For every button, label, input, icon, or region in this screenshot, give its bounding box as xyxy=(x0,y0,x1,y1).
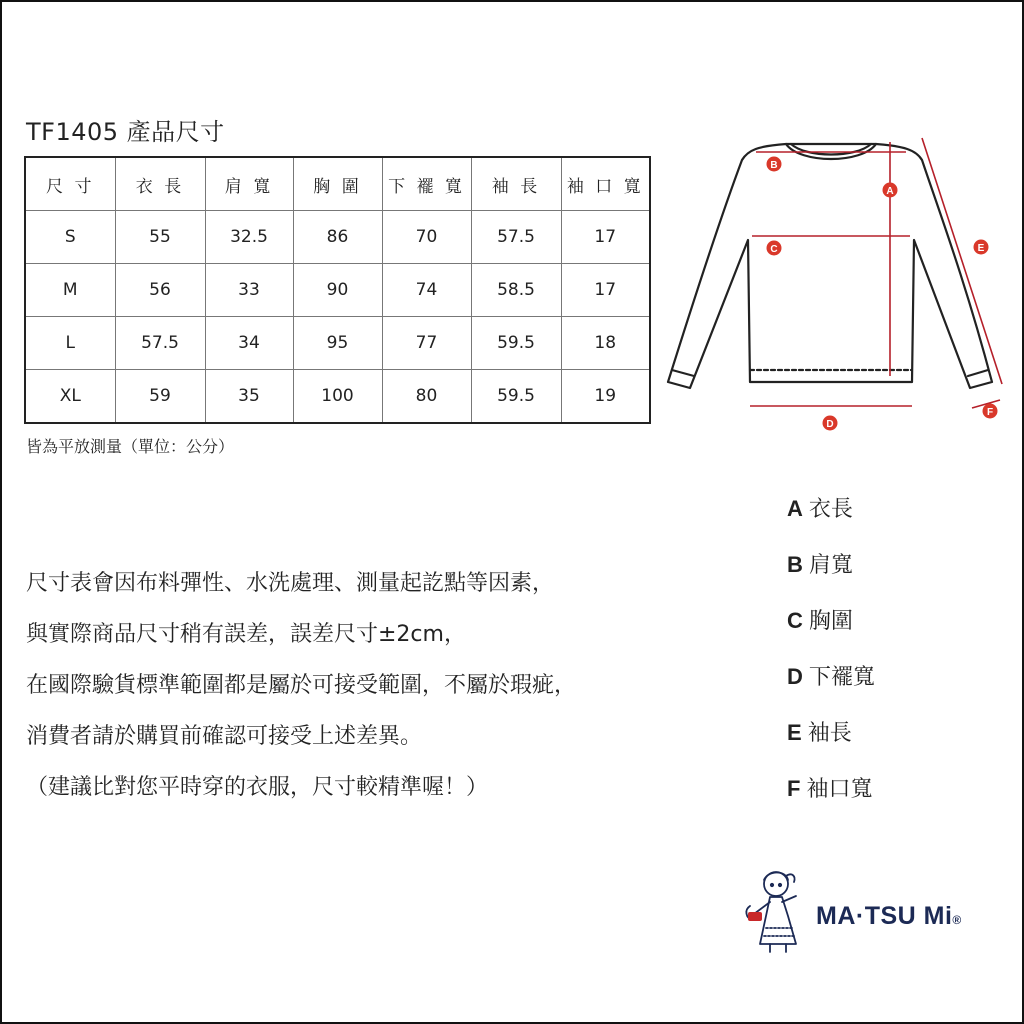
svg-text:B: B xyxy=(770,160,778,171)
table-cell: 90 xyxy=(293,264,382,317)
legend-label: 肩寬 xyxy=(808,553,853,578)
brand-logo-text: MA·TSU Mi® xyxy=(816,902,962,930)
legend-letter: D xyxy=(787,664,803,689)
table-cell: 17 xyxy=(561,211,650,264)
header-size: 尺 寸 xyxy=(25,157,115,211)
table-cell: 70 xyxy=(382,211,471,264)
table-cell: 59.5 xyxy=(471,370,561,424)
sleeve-length-line xyxy=(922,138,1002,384)
svg-text:D: D xyxy=(826,419,834,430)
legend-label: 袖口寬 xyxy=(806,777,873,802)
table-cell: 57.5 xyxy=(115,317,205,370)
legend-label: 下襬寬 xyxy=(808,665,875,690)
header-cuff: 袖 口 寬 xyxy=(561,157,650,211)
legend-letter: A xyxy=(787,496,803,521)
table-cell: 18 xyxy=(561,317,650,370)
svg-text:E: E xyxy=(977,243,985,254)
legend-item xyxy=(787,593,875,649)
svg-text:A: A xyxy=(886,186,894,197)
table-cell: 17 xyxy=(561,264,650,317)
table-cell: 86 xyxy=(293,211,382,264)
header-shoulder: 肩 寬 xyxy=(205,157,293,211)
table-cell: 59 xyxy=(115,370,205,424)
right-cuff xyxy=(968,370,988,376)
table-cell: 55 xyxy=(115,211,205,264)
legend-letter: E xyxy=(787,720,802,745)
table-cell: 35 xyxy=(205,370,293,424)
marker-c xyxy=(767,241,782,256)
disclaimer-line: （建議比對您平時穿的衣服，尺寸較精準喔！） xyxy=(26,775,489,800)
disclaimer-text xyxy=(26,558,576,813)
disclaimer-line: 與實際商品尺寸稍有誤差，誤差尺寸±2cm， xyxy=(26,622,466,647)
header-chest: 胸 圍 xyxy=(293,157,382,211)
legend-item xyxy=(787,481,875,537)
legend-label: 胸圍 xyxy=(808,609,853,634)
table-cell: 59.5 xyxy=(471,317,561,370)
table-cell: 77 xyxy=(382,317,471,370)
legend-item xyxy=(787,705,875,761)
table-row xyxy=(25,264,650,317)
table-row xyxy=(25,211,650,264)
header-length: 衣 長 xyxy=(115,157,205,211)
svg-text:C: C xyxy=(770,244,778,255)
table-cell: 32.5 xyxy=(205,211,293,264)
shirt-collar-inner xyxy=(791,144,871,155)
table-cell: M xyxy=(25,264,115,317)
table-cell: 58.5 xyxy=(471,264,561,317)
table-row xyxy=(25,370,650,424)
size-table-header xyxy=(25,157,650,211)
table-cell: S xyxy=(25,211,115,264)
legend-item xyxy=(787,649,875,705)
measurement-note: 皆為平放測量（單位：公分） xyxy=(26,437,235,456)
legend-item xyxy=(787,537,875,593)
left-cuff xyxy=(672,370,694,376)
legend-letter: F xyxy=(787,776,801,801)
table-cell: 19 xyxy=(561,370,650,424)
marker-e xyxy=(974,240,989,255)
table-row xyxy=(25,317,650,370)
marker-a xyxy=(883,183,898,198)
table-cell: XL xyxy=(25,370,115,424)
garment-diagram xyxy=(660,130,1020,440)
legend-label: 衣長 xyxy=(808,497,853,522)
table-cell: 100 xyxy=(293,370,382,424)
brand-mascot-logo xyxy=(740,866,816,956)
legend-item xyxy=(787,761,875,817)
table-cell: 80 xyxy=(382,370,471,424)
disclaimer-line: 在國際驗貨標準範圍都是屬於可接受範圍，不屬於瑕疵， xyxy=(26,673,577,698)
header-hem: 下 襬 寬 xyxy=(382,157,471,211)
table-cell: 34 xyxy=(205,317,293,370)
svg-text:F: F xyxy=(986,407,994,418)
legend-letter: C xyxy=(787,608,803,633)
table-cell: 33 xyxy=(205,264,293,317)
table-cell: 56 xyxy=(115,264,205,317)
table-cell: 57.5 xyxy=(471,211,561,264)
table-cell: L xyxy=(25,317,115,370)
marker-b xyxy=(767,157,782,172)
disclaimer-line: 尺寸表會因布料彈性、水洗處理、測量起訖點等因素， xyxy=(26,571,555,596)
table-cell: 95 xyxy=(293,317,382,370)
marker-d xyxy=(823,416,838,431)
legend-label: 袖長 xyxy=(807,721,852,746)
size-table xyxy=(24,156,651,424)
marker-f xyxy=(983,404,998,419)
page-title: TF1405 產品尺寸 xyxy=(26,118,225,146)
shirt-outline xyxy=(668,144,992,388)
disclaimer-line: 消費者請於購買前確認可接受上述差異。 xyxy=(26,724,423,749)
table-cell: 74 xyxy=(382,264,471,317)
header-sleeve: 袖 長 xyxy=(471,157,561,211)
legend-letter: B xyxy=(787,552,803,577)
measurement-legend xyxy=(787,481,875,817)
